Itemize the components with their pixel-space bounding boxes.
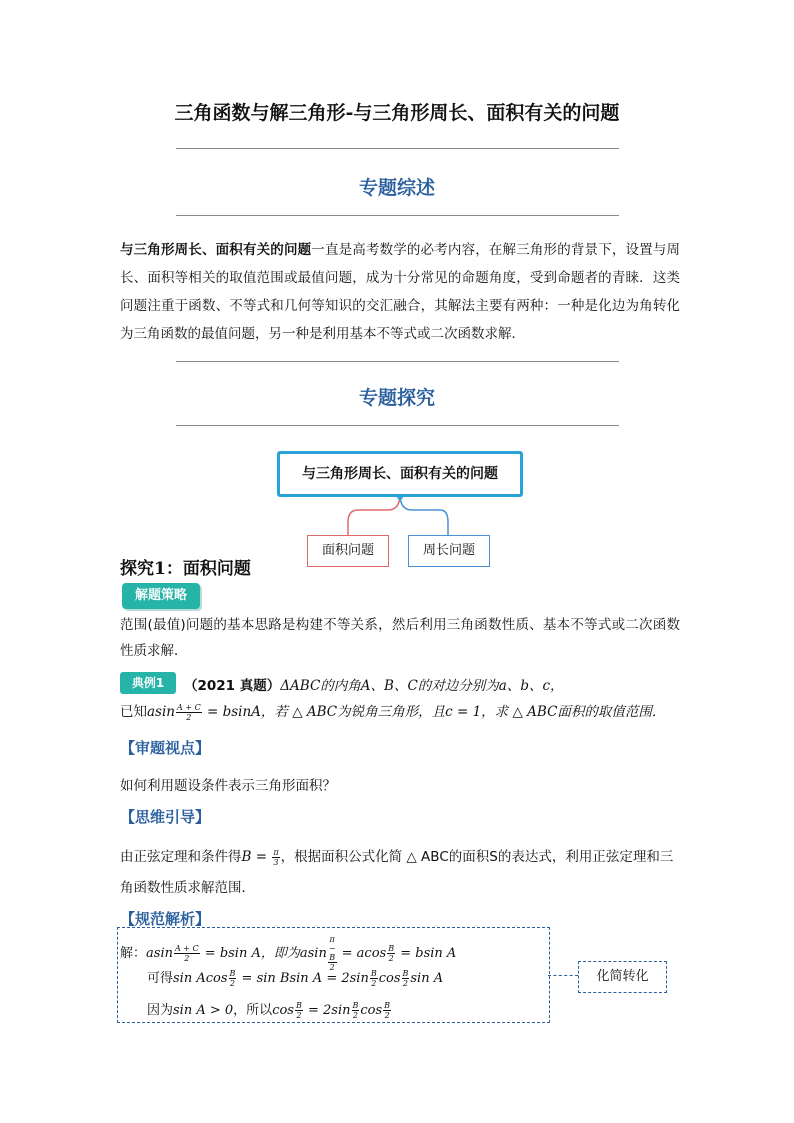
solution-text: 因为 bbox=[147, 1003, 174, 1018]
formula-part: sin A bbox=[410, 971, 444, 986]
formula-part: B = bbox=[241, 849, 272, 865]
solution-line2 bbox=[147, 967, 443, 988]
formula-part: sin Acos bbox=[173, 971, 228, 986]
overview-paragraph bbox=[120, 236, 680, 348]
note-connector bbox=[548, 975, 578, 976]
strategy-text: 范围(最值)问题的基本思路是构建不等关系，然后利用三角函数性质、基本不等式或二次函数性质求解． bbox=[120, 617, 680, 659]
formula-part: asin bbox=[146, 946, 173, 961]
fraction-numerator: B bbox=[352, 1001, 359, 1010]
minus-sign: − bbox=[328, 944, 336, 953]
fraction-denominator: 2 bbox=[329, 963, 335, 972]
example-line2 bbox=[120, 700, 665, 722]
inquiry-heading: 探究1：面积问题 bbox=[120, 559, 251, 579]
formula-part: = 2sin bbox=[303, 1003, 351, 1018]
formula-part: = bsin A bbox=[396, 946, 457, 961]
fraction-numerator: A + C bbox=[177, 702, 201, 712]
solution-prefix: 解： bbox=[120, 946, 147, 961]
margin-note: 化简转化 bbox=[578, 961, 667, 993]
fraction bbox=[352, 1001, 360, 1020]
formula-part: asin bbox=[147, 704, 175, 720]
mindmap-root: 与三角形周长、面积有关的问题 bbox=[277, 451, 523, 497]
mindmap-node-perimeter: 周长问题 bbox=[408, 535, 490, 567]
fraction-numerator: B bbox=[402, 969, 409, 978]
guide-line2: 角函数性质求解范围． bbox=[120, 880, 255, 896]
fraction-denominator: 2 bbox=[186, 712, 192, 722]
fraction-numerator: A + C bbox=[174, 944, 199, 953]
fraction-numerator: B bbox=[370, 969, 377, 978]
section-heading-inquiry: 专题探究 bbox=[358, 387, 435, 409]
fraction bbox=[176, 703, 202, 722]
fraction bbox=[387, 944, 395, 963]
fraction-numerator bbox=[328, 935, 337, 963]
fraction-denominator: 2 bbox=[352, 1011, 358, 1020]
section-heading-overview: 专题综述 bbox=[358, 177, 435, 199]
fraction-denominator: 2 bbox=[229, 979, 236, 988]
fraction-denominator: 2 bbox=[402, 979, 408, 988]
fraction-denominator: 2 bbox=[371, 979, 377, 988]
formula-part: cos bbox=[360, 1003, 383, 1018]
overview-lead: 与三角形周长、面积有关的问题 bbox=[120, 242, 312, 258]
formula-part: cos bbox=[272, 1003, 294, 1018]
mindmap-connectors bbox=[300, 494, 500, 538]
divider bbox=[176, 361, 619, 362]
formula-part: = sin Bsin A = 2sin bbox=[237, 971, 369, 986]
fraction-denominator: 2 bbox=[296, 1011, 302, 1020]
strategy-label: 解题策略 bbox=[122, 583, 200, 609]
fraction bbox=[229, 969, 237, 988]
review-text: 如何利用题设条件表示三角形面积？ bbox=[120, 778, 336, 794]
divider bbox=[176, 215, 619, 216]
fraction bbox=[295, 1001, 303, 1020]
fraction-denominator: 2 bbox=[384, 1011, 390, 1020]
analysis-label: 【规范解析】 bbox=[120, 910, 211, 928]
formula-part: = bsin A，即为 bbox=[200, 946, 300, 961]
fraction-numerator: π bbox=[273, 847, 279, 857]
example-line1 bbox=[184, 674, 564, 694]
example-badge: 典例1 bbox=[120, 672, 176, 694]
fraction bbox=[174, 944, 200, 963]
review-label: 【审题视点】 bbox=[120, 739, 211, 757]
solution-text: 可得 bbox=[147, 971, 174, 986]
mindmap-node-area: 面积问题 bbox=[307, 535, 389, 567]
formula-part: = bsinA bbox=[202, 704, 261, 720]
fraction-numerator: B bbox=[388, 944, 395, 953]
variable-b: B bbox=[329, 953, 336, 962]
fraction-denominator: 2 bbox=[388, 954, 394, 963]
overview-text: 一直是高考数学的必考内容，在解三角形的背景下，设置与周长、面积等相关的取值范围或最值问题，成为十分常见的命题角度，受到命题者的青睐．这类问题注重于函数、不等式和几何等知识的交汇融合，其解法主要有两种：一种是化边为角转化为三角函数的最值问题，另一种是利用基本不等式或二次函数求解． bbox=[120, 242, 681, 342]
guide-text: ，根据面积公式化简 △ ABC的面积S的表达式，利用正弦定理和三 bbox=[280, 849, 674, 865]
fraction bbox=[370, 969, 378, 988]
fraction-numerator: B bbox=[295, 1001, 302, 1010]
fraction-numerator: B bbox=[229, 969, 236, 978]
example-line1-text: ΔABC的内角A、B、C的对边分别为a、b、c， bbox=[280, 678, 564, 694]
example-source: （2021 真题） bbox=[184, 678, 281, 694]
document-title: 三角函数与解三角形-与三角形周长、面积有关的问题 bbox=[174, 102, 620, 124]
formula-part: = acos bbox=[337, 946, 387, 961]
fraction-denominator: 3 bbox=[273, 857, 279, 867]
fraction-denominator: 2 bbox=[184, 954, 190, 963]
formula-part: cos bbox=[378, 971, 401, 986]
guide-line1 bbox=[120, 845, 680, 867]
solution-text: ，所以 bbox=[233, 1003, 273, 1018]
guide-label: 【思维引导】 bbox=[120, 808, 211, 826]
fraction-numerator: B bbox=[384, 1001, 391, 1010]
example-given: 已知 bbox=[120, 704, 147, 720]
formula-part: sin A > 0 bbox=[173, 1003, 234, 1018]
fraction bbox=[383, 1001, 391, 1020]
divider bbox=[176, 425, 619, 426]
fraction bbox=[402, 969, 410, 988]
example-condition: ，若 △ ABC为锐角三角形，且c = 1，求 △ ABC面积的取值范围． bbox=[260, 704, 666, 720]
guide-text: 由正弦定理和条件得 bbox=[120, 849, 242, 865]
solution-line3 bbox=[147, 999, 392, 1020]
divider bbox=[176, 148, 619, 149]
fraction bbox=[272, 848, 279, 867]
formula-part: asin bbox=[299, 946, 327, 961]
pi-symbol: π bbox=[329, 935, 335, 944]
